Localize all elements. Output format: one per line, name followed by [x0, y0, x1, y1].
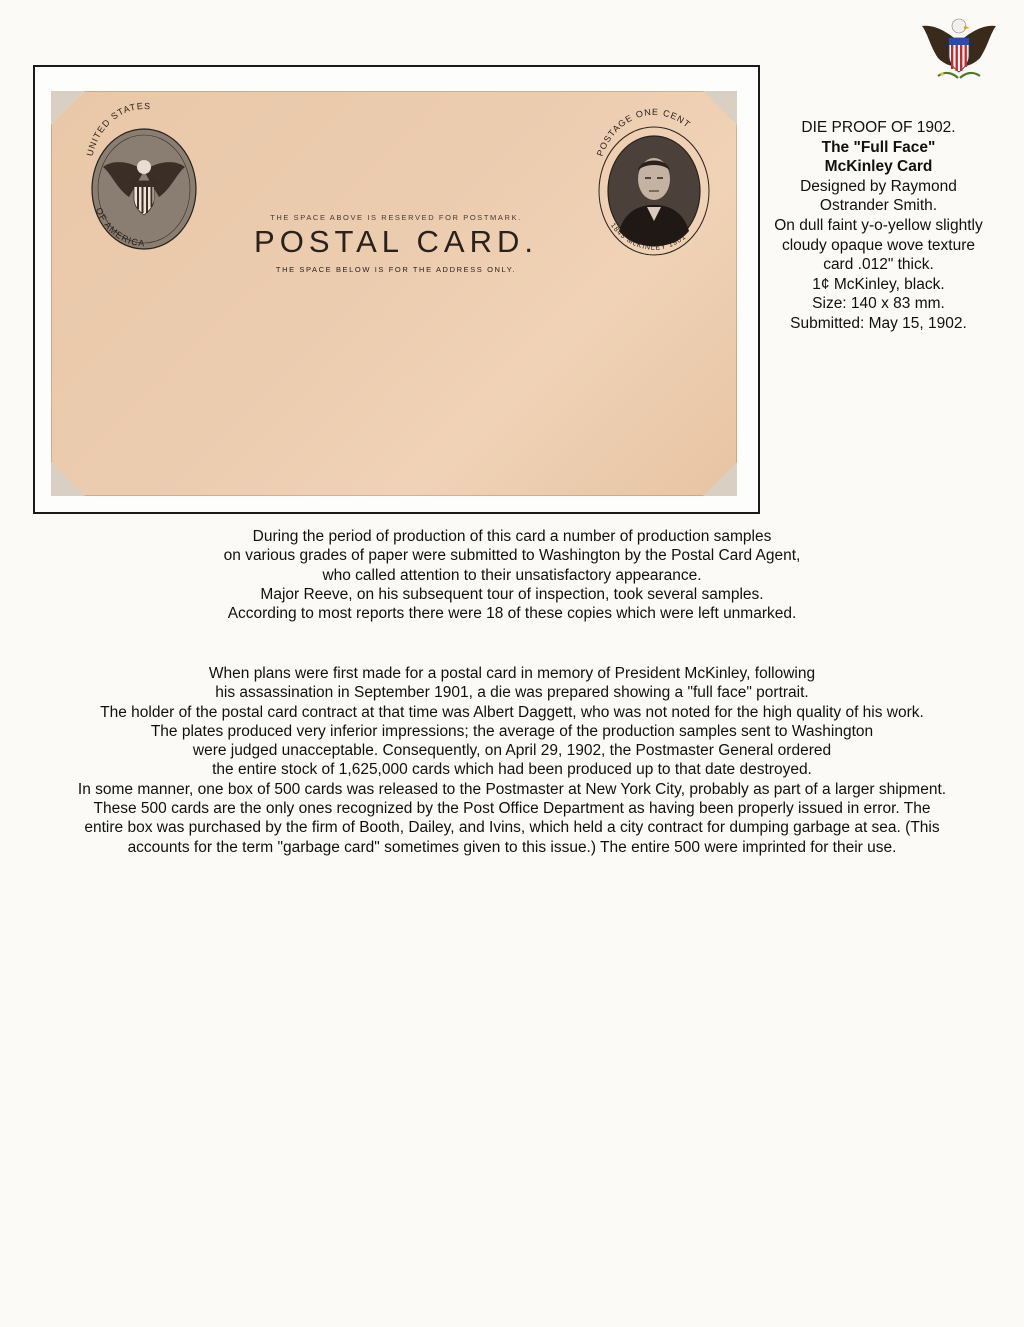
paragraph-line: The plates produced very inferior impressions; the average of the production samples sent to Washington	[150, 722, 874, 740]
paragraph-line: on various grades of paper were submitted to Washington by the Postal Card Agent,	[223, 547, 801, 565]
paragraph-line: In some manner, one box of 500 cards was released to the Postmaster at New York City, probably as part of a larger shipment.	[77, 780, 947, 798]
paragraph-line: When plans were first made for a postal card in memory of President McKinley, following	[208, 665, 816, 682]
paragraph-line: Major Reeve, on his subsequent tour of inspection, took several samples.	[260, 585, 764, 603]
card-description	[762, 118, 995, 334]
stamp-arc-bottom: 1843 McKINLEY 1901	[608, 222, 688, 252]
paragraph-line: his assassination in September 1901, a die was prepared showing a "full face" portrait.	[215, 684, 809, 702]
description-line: cloudy opaque wove texture	[781, 236, 976, 254]
card-frame	[33, 65, 760, 514]
seal-arc-bottom: OF AMERICA	[93, 206, 146, 249]
paragraph-line: entire box was purchased by the firm of Booth, Dailey, and Ivins, which held a city contract for dumping garbage at sea. (This	[84, 819, 940, 837]
paragraph-line: the entire stock of 1,625,000 cards which had been produced up to that date destroyed.	[212, 761, 812, 779]
paragraph-line: accounts for the term "garbage card" sometimes given to this issue.) The entire 500 were imprinted for their use.	[127, 838, 897, 856]
paragraph-line: According to most reports there were 18 of these copies which were left unmarked.	[227, 605, 797, 623]
eagle-shield-emblem-icon	[920, 14, 998, 84]
description-line: card .012" thick.	[823, 256, 934, 274]
description-line: Size: 140 x 83 mm.	[812, 295, 945, 313]
production-paragraph	[10, 527, 1014, 623]
paragraph-line: These 500 cards are the only ones recognized by the Post Office Department as having been properly issued in error. The	[93, 800, 931, 818]
description-line: Ostrander Smith.	[819, 197, 938, 215]
stamp-arc-top: POSTAGE ONE CENT	[594, 106, 693, 158]
card-title: POSTAL CARD.	[254, 224, 538, 259]
description-line: McKinley Card	[824, 158, 933, 176]
card-corner-mount	[51, 462, 85, 496]
history-paragraph	[10, 664, 1014, 857]
postal-card-image	[51, 91, 737, 496]
description-line: 1¢ McKinley, black.	[812, 275, 945, 293]
paragraph-line: were judged unacceptable. Consequently, on April 29, 1902, the Postmaster General ordered	[192, 742, 832, 760]
description-line: On dull faint y-o-yellow slightly	[774, 216, 983, 234]
description-line: Submitted: May 15, 1902.	[790, 314, 967, 332]
postmark-note: THE SPACE ABOVE IS RESERVED FOR POSTMARK.	[270, 213, 522, 222]
seal-arc-top: UNITED STATES	[84, 101, 152, 158]
description-line: The "Full Face"	[821, 138, 936, 156]
description-line: DIE PROOF OF 1902.	[801, 119, 956, 136]
description-line: Designed by Raymond	[800, 177, 957, 195]
paragraph-line: The holder of the postal card contract at that time was Albert Daggett, who was not noted for the high quality of his work.	[100, 703, 924, 721]
paragraph-line: who called attention to their unsatisfactory appearance.	[322, 566, 702, 584]
us-eagle-seal-icon	[69, 101, 219, 261]
card-corner-mount	[703, 462, 737, 496]
mckinley-portrait-stamp-icon	[579, 99, 729, 269]
paragraph-line: During the period of production of this card a number of production samples	[252, 528, 772, 545]
address-note: THE SPACE BELOW IS FOR THE ADDRESS ONLY.	[275, 265, 517, 274]
